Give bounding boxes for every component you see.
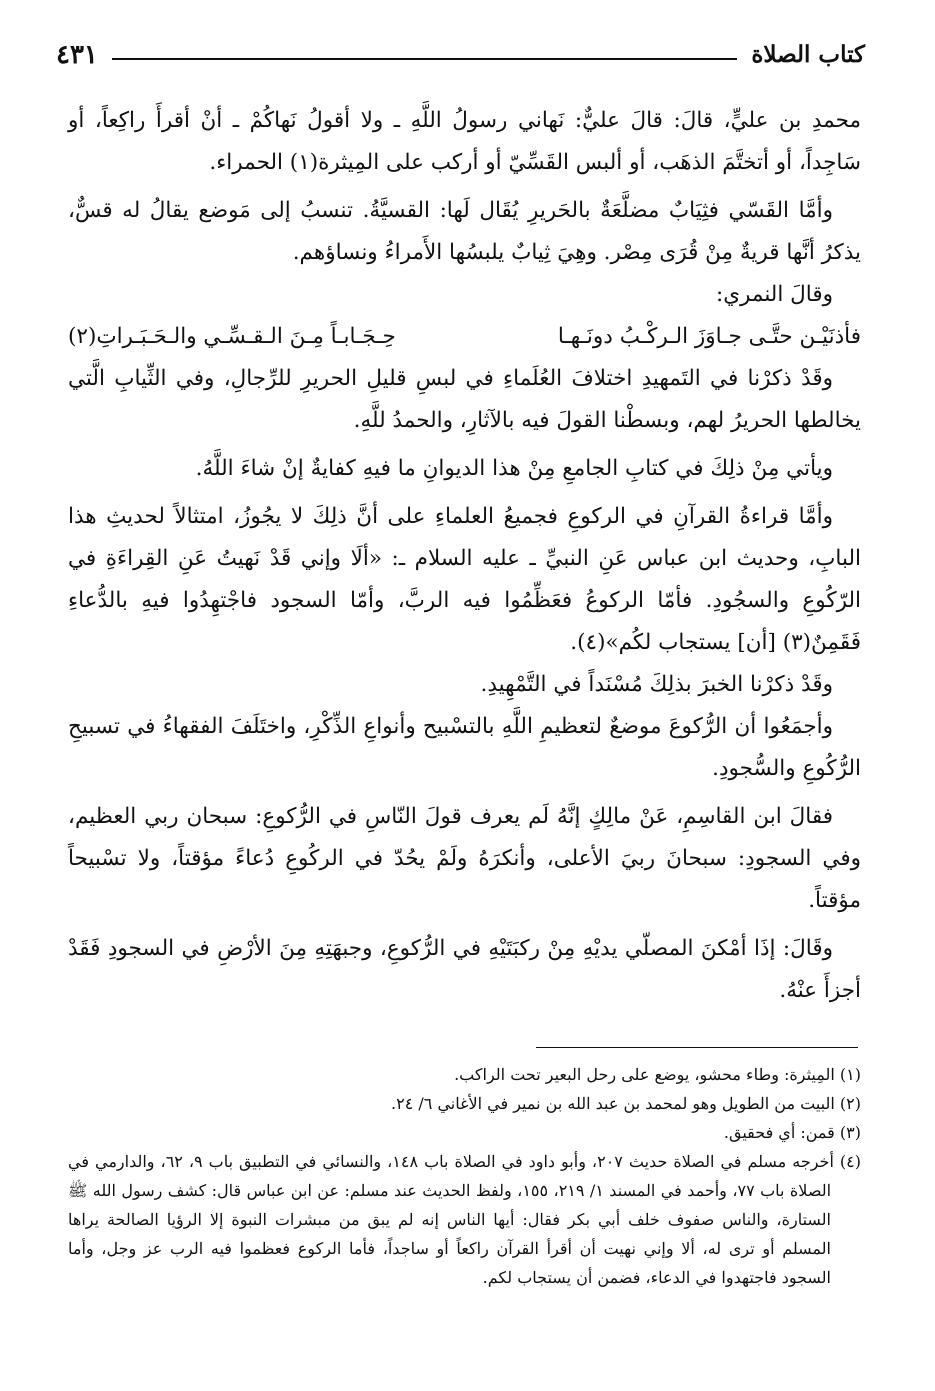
paragraph: وأمَّا القَسّي فثِيَابٌ مضلَّعَةٌ بالحَريرِ يُقَال لَها: القسيَّةُ. تنسبُ إلى مَوضع يقالُ له قسٌّ، يذكرُ أنَّها قريةٌ مِنْ قُرَى مِصْر. وهِيَ ثِيابٌ يلبسُها الأَمراءُ ونساؤهم. bbox=[68, 198, 861, 265]
poem-first-hemistich: فأذنَيْـن حتَّـى جـاوَزَ الـركْـبُ دونَـهـا bbox=[557, 324, 861, 349]
paragraph: وقَدْ ذكرْنا في التَمهيدِ اختلافَ العُلَماءِ في لبسِ قليلِ الحريرِ للرِّجالِ، وفي الثِّيابِ الَّتي يخالطها الحريرُ لهم، وبسطْنا القولَ فيه بالآثارِ، والحمدُ للَّهِ. bbox=[68, 366, 861, 433]
paragraph: وقالَ النمري: bbox=[715, 282, 833, 307]
poem-second-hemistich: حِـجَـابـاً مِـنَ الـقـسِّـي والـحَـبَـراتِ(٢) bbox=[68, 324, 396, 349]
paragraph: فقالَ ابن القاسِمِ، عَنْ مالِكٍ إنَّهُ لَم يعرف قولَ النّاسِ في الرُّكوعِ: سبحان ربي العظيم، وفي السجودِ: سبحانَ ربيَ الأعلى، وأنكرَهُ ولَمْ يحُدّ في الركُوعِ دُعاءً مؤقتاً، ولا تسْبيحاً مؤقتاً. bbox=[68, 804, 861, 913]
footnote: (٤) أخرجه مسلم في الصلاة حديث ٢٠٧، وأبو داود في الصلاة باب ١٤٨، والنسائي في التطبيق باب ٩، ٦٢، والدارمي في الصلاة باب ٧٧، وأحمد في المسند ١/ ٢١٩، ١٥٥، ولفظ الحديث عند مسلم: عن ابن عباس قال: كشف رسول الله ﷺ الستارة، والناس صفوف خلف أبي بكر فقال: أيها الناس إنه لم يبق من مبشرات النبوة إلا الرؤيا الصالحة يراها المسلم أو ترى له، ألا وإني نهيت أن أقرأ القرآن راكعاً أو ساجداً، فأما الركوع فعظموا فيه الرب عز وجل، وأما السجود فاجتهدوا في الدعاء، فضمن أن يستجاب لكم. bbox=[68, 1152, 861, 1287]
footnotes bbox=[68, 1060, 861, 1292]
running-title: كتاب الصلاة bbox=[751, 41, 865, 68]
paragraph: وقَالَ: إذَا أمْكنَ المصلّي يديْهِ مِنْ ركبَتَيْهِ في الرُّكوعِ، وجبهَتِهِ مِنَ الأرْضِ في السجودِ فَقَدْ أجزأَ عنْهُ. bbox=[68, 936, 861, 1003]
paragraph: وقَدْ ذكرْنا الخبرَ بذلِكَ مُسْنَداً في التَّمْهِيدِ. bbox=[480, 672, 833, 697]
poem-verse bbox=[68, 316, 861, 358]
paragraph: وأمَّا قراءةُ القرآنِ في الركوعِ فجميعُ العلماءِ على أنَّ ذلِكَ لا يجُوزُ، امتثالاً لحديثِ هذا البابِ، وحديث ابن عباس عَنِ النبيِّ ـ عليه السلام ـ: «ألَا وإني قَدْ نَهيتُ عَنِ القِراءَةِ في الرّكُوعِ والسجُودِ. فأمّا الركوعُ فعَظِّمُوا فيه الربَّ، وأمّا السجود فاجْتهِدُوا فيهِ بالدُّعاءِ فَقَمِنٌ(٣) [أن] يستجاب لكُم»(٤). bbox=[68, 504, 861, 655]
page-header bbox=[56, 30, 865, 72]
footnote: (٣) قمن: أي فحقيق. bbox=[723, 1123, 861, 1142]
footnote: (٢) البيت من الطويل وهو لمحمد بن عبد الله بن نمير في الأغاني ٦/ ٢٤. bbox=[391, 1094, 861, 1113]
paragraph: وأجمَعُوا أن الرُّكوعَ موضعٌ لتعظيمِ اللَّهِ بالتسْبيح وأنواعِ الذِّكْرِ، واختَلَفَ الفقهاءُ في تسبيحِ الرُّكُوعِ والسُّجودِ. bbox=[68, 714, 861, 781]
paragraph: محمدِ بن عليٍّ، قالَ: قالَ عليٌّ: نَهاني رسولُ اللَّهِ ـ ولا أقولُ نَهاكُمْ ـ أنْ أقرأَ راكِعاً، أو سَاجِداً، أو أتختَّمَ الذهَب، أو ألبس القَسِّيّ أو أركب على المِيثرة(١) الحمراء. bbox=[68, 108, 861, 175]
footnote-separator bbox=[536, 1047, 858, 1048]
main-text bbox=[68, 100, 861, 1012]
header-rule bbox=[112, 58, 737, 60]
footnote: (١) المِيثرة: وطاء محشو، يوضع على رحل البعير تحت الراكب. bbox=[454, 1065, 861, 1084]
page-number: ٤٣١ bbox=[56, 40, 98, 70]
paragraph: ويأتي مِنْ ذلِكَ في كتابِ الجامعِ مِنْ هذا الديوانِ ما فيهِ كفايةٌ إنْ شاءَ اللَّهُ. bbox=[195, 456, 833, 481]
